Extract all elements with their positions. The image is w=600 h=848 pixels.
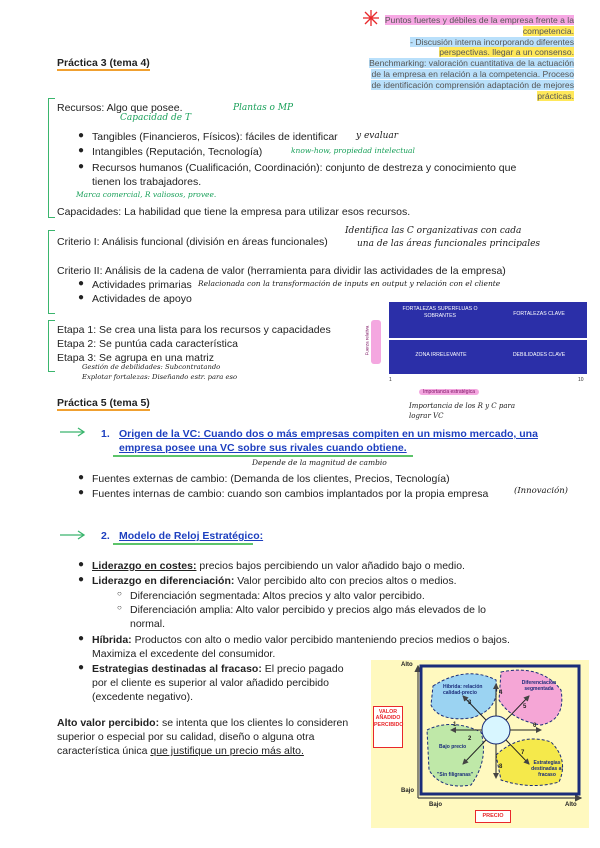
label-fracaso: Estrategias destinadas al fracaso: [531, 760, 563, 778]
hand-explotar: Explotar fortalezas: Diseñando estr. para eso: [82, 373, 238, 381]
axis-alto-x: Alto: [565, 802, 577, 808]
hib-label: Híbrida:: [92, 634, 132, 646]
fracaso: [92, 662, 344, 676]
hand-relacionada: Relacionada con la transformación de inputs en output y relación con el cliente: [198, 279, 501, 288]
hand-gestion: Gestión de debilidades: Subcontratando: [82, 363, 221, 371]
matrix-top: [389, 302, 587, 338]
dif-amplia-1: Diferenciación amplia: Alto valor percibido y precios algo más elevados de lo: [130, 604, 487, 616]
ld-text: Valor percibido alto con precios altos o medios.: [234, 575, 457, 587]
fracaso-3: (excedente negativo).: [92, 691, 193, 703]
bullet: ●: [78, 292, 85, 303]
clock-num-2: 2: [468, 736, 472, 742]
valor-label: VALOR AÑADIDO PERCIBIDO: [373, 706, 403, 748]
item2-number: 2.: [101, 530, 110, 542]
bullet: ●: [78, 574, 85, 585]
matrix-x-label: Importancia estratégica: [419, 389, 479, 395]
clock-num-3: 3: [468, 700, 472, 706]
hand-importancia-1: Importancia de los R y C para: [409, 402, 516, 410]
resources-matrix: [364, 302, 588, 388]
hand-know-how: know-how, propiedad intelectual: [291, 146, 415, 155]
bracket: [48, 320, 55, 372]
lc-label: Liderazgo en costes:: [92, 560, 197, 572]
item1-text-b: empresa posee una VC sobre sus rivales cuando obtiene.: [119, 442, 407, 454]
matrix-q3: ZONA IRRELEVANTE: [415, 352, 467, 358]
clock-num-6: 6: [533, 723, 537, 729]
avp-label: Alto valor percibido:: [57, 717, 160, 729]
ld-label: Liderazgo en diferenciación:: [92, 575, 235, 587]
alto-valor-3: [57, 744, 304, 758]
humanos-text: Recursos humanos (Cualificación, Coordinación): conjunto de destreza y conocimiento que: [92, 162, 517, 174]
item1-line2: [119, 441, 407, 455]
hand-identifica-1: Identifica las C organizativas con cada: [345, 226, 522, 236]
clock-center: [482, 716, 510, 744]
criterio2-text: Criterio II: Análisis de la cadena de valor (herramienta para dividir las actividades de la empresa): [57, 265, 506, 277]
label-bajo-precio: Bajo precio: [439, 744, 467, 750]
avp-3a: característica única: [57, 745, 151, 757]
label-hibrida: Híbrida: relación calidad-precio: [443, 684, 483, 696]
hand-importancia-2: lograr VC: [409, 412, 444, 420]
bullet: ●: [78, 662, 85, 673]
clock-num-1: 1: [453, 722, 457, 728]
bullet: ●: [78, 145, 85, 156]
bullet: ●: [78, 130, 85, 141]
liderazgo-dif: [92, 574, 457, 588]
item2-text: Modelo de Reloj Estratégico:: [119, 530, 264, 542]
ef-label: Estrategias destinadas al fracaso:: [92, 663, 262, 675]
bullet: ●: [78, 487, 85, 498]
strategic-clock: [371, 660, 589, 828]
hand-evaluar: y evaluar: [356, 131, 399, 141]
hand-innovacion: (Innovación): [514, 486, 568, 496]
circle-bullet: ○: [117, 603, 122, 612]
note-line: - Discusión interna incorporando diferentes: [410, 36, 574, 47]
ef-text: El precio pagado: [261, 663, 344, 675]
item1-text-a: Origen de la VC: Cuando dos o más empresas compiten en un mismo mercado, una: [119, 428, 538, 440]
hibrida-2: Maximiza el excedente del consumidor.: [92, 648, 276, 660]
recursos-text: Recursos: Algo que posee.: [57, 102, 183, 114]
item1-number: 1.: [101, 428, 110, 440]
hand-marca: Marca comercial, R valiosos, provee.: [76, 190, 217, 199]
etapa1-text: Etapa 1: Se crea una lista para los recursos y capacidades: [57, 324, 331, 336]
matrix-tick-10: 10: [578, 377, 584, 383]
humanos-text-2: tienen los trabajadores.: [92, 176, 202, 188]
bullet: ●: [78, 278, 85, 289]
intangibles-text: Intangibles (Reputación, Tecnología): [92, 146, 263, 158]
alto-valor: [57, 716, 348, 730]
etapa2-text: Etapa 2: Se puntúa cada característica: [57, 338, 238, 350]
precio-label: PRECIO: [475, 810, 511, 823]
bullet: ●: [78, 161, 85, 172]
etapa3-text: Etapa 3: Se agrupa en una matriz: [57, 352, 215, 364]
practica5-title: Práctica 5 (tema 5): [57, 397, 150, 409]
green-underline: [113, 455, 413, 457]
circle-bullet: ○: [117, 589, 122, 598]
green-underline: [113, 543, 253, 545]
matrix-q4: DEBILIDADES CLAVE: [512, 352, 566, 358]
bracket: [48, 230, 55, 314]
note-line: competencia.: [522, 25, 574, 36]
matrix-q1: FORTALEZAS SUPERFLUAS O SOBRANTES: [402, 306, 478, 319]
matrix-y-label: Fuerza relativa: [364, 325, 370, 356]
hand-capacidad: Capacidad de T: [120, 113, 191, 123]
note-line: Puntos fuertes y débiles de la empresa frente a la: [384, 15, 574, 25]
note-line: de la empresa en relación a la competencia. Proceso: [371, 68, 574, 79]
dif-segmentada: Diferenciación segmentada: Altos precios y alto valor percibido.: [130, 590, 425, 602]
axis-alto: Alto: [401, 662, 413, 668]
matrix-q2: FORTALEZAS CLAVE: [513, 311, 565, 317]
practica3-title: Práctica 3 (tema 4): [57, 57, 150, 69]
arrow-icon: [60, 530, 88, 540]
avp-3b: que justifique un precio más alto.: [150, 745, 304, 757]
clock-num-7: 7: [521, 750, 525, 756]
bracket: [48, 98, 55, 218]
liderazgo-costes: [92, 559, 465, 573]
bullet: ●: [78, 633, 85, 644]
clock-num-8: 8: [499, 764, 503, 770]
hibrida: [92, 633, 510, 647]
alto-valor-2: superior o especial por su calidad, diseño o alguna otra: [57, 731, 315, 743]
note-line: perspectivas. llegar a un consenso.: [439, 47, 574, 58]
arrow-icon: [60, 427, 88, 437]
label-sin-filigranas: "Sin filigranas": [437, 772, 474, 778]
bullet: ●: [78, 472, 85, 483]
criterio1-text: Criterio I: Análisis funcional (división en áreas funcionales): [57, 236, 328, 248]
matrix-bottom: [389, 340, 587, 374]
matrix-y-axis: [364, 302, 384, 382]
hand-plantas: Plantas o MP: [233, 103, 294, 113]
apoyo-text: Actividades de apoyo: [92, 293, 192, 305]
hand-identifica-2: una de las áreas funcionales principales: [357, 239, 541, 249]
capacidades-text: Capacidades: La habilidad que tiene la empresa para utilizar esos recursos.: [57, 206, 411, 218]
externas-text: Fuentes externas de cambio: (Demanda de los clientes, Precios, Tecnología): [92, 473, 450, 485]
hib-text: Productos con alto o medio valor percibido manteniendo precios medios o bajos.: [131, 634, 510, 646]
primarias-text: Actividades primarias: [92, 279, 192, 291]
axis-bajo-x: Bajo: [429, 802, 443, 808]
note-line: de identificación comprensión adaptación de mejores: [371, 79, 574, 90]
item1-line1: [119, 427, 538, 441]
top-note: [324, 15, 574, 101]
matrix-tick-1: 1: [389, 377, 392, 383]
clock-num-5: 5: [523, 704, 527, 710]
tangibles-text: Tangibles (Financieros, Físicos): fáciles de identificar: [92, 131, 338, 143]
hand-depende: Depende de la magnitud de cambio: [252, 458, 387, 467]
dif-amplia-2: normal.: [130, 618, 166, 630]
note-line: Benchmarking: valoración cuantitativa de la actuación: [369, 58, 574, 69]
note-line: prácticas.: [537, 90, 574, 101]
clock-num-4: 4: [499, 690, 503, 696]
label-dif-seg: Diferenciación segmentada: [521, 680, 557, 692]
internas-text: Fuentes internas de cambio: cuando son cambios implantados por la propia empresa: [92, 488, 489, 500]
fracaso-2: por el cliente es superior al valor añadido percibido: [92, 677, 329, 689]
axis-bajo: Bajo: [401, 788, 415, 794]
lc-text: precios bajos percibiendo un valor añadido bajo o medio.: [196, 560, 465, 572]
bullet: ●: [78, 559, 85, 570]
avp-text: se intenta que los clientes lo consideren: [159, 717, 349, 729]
